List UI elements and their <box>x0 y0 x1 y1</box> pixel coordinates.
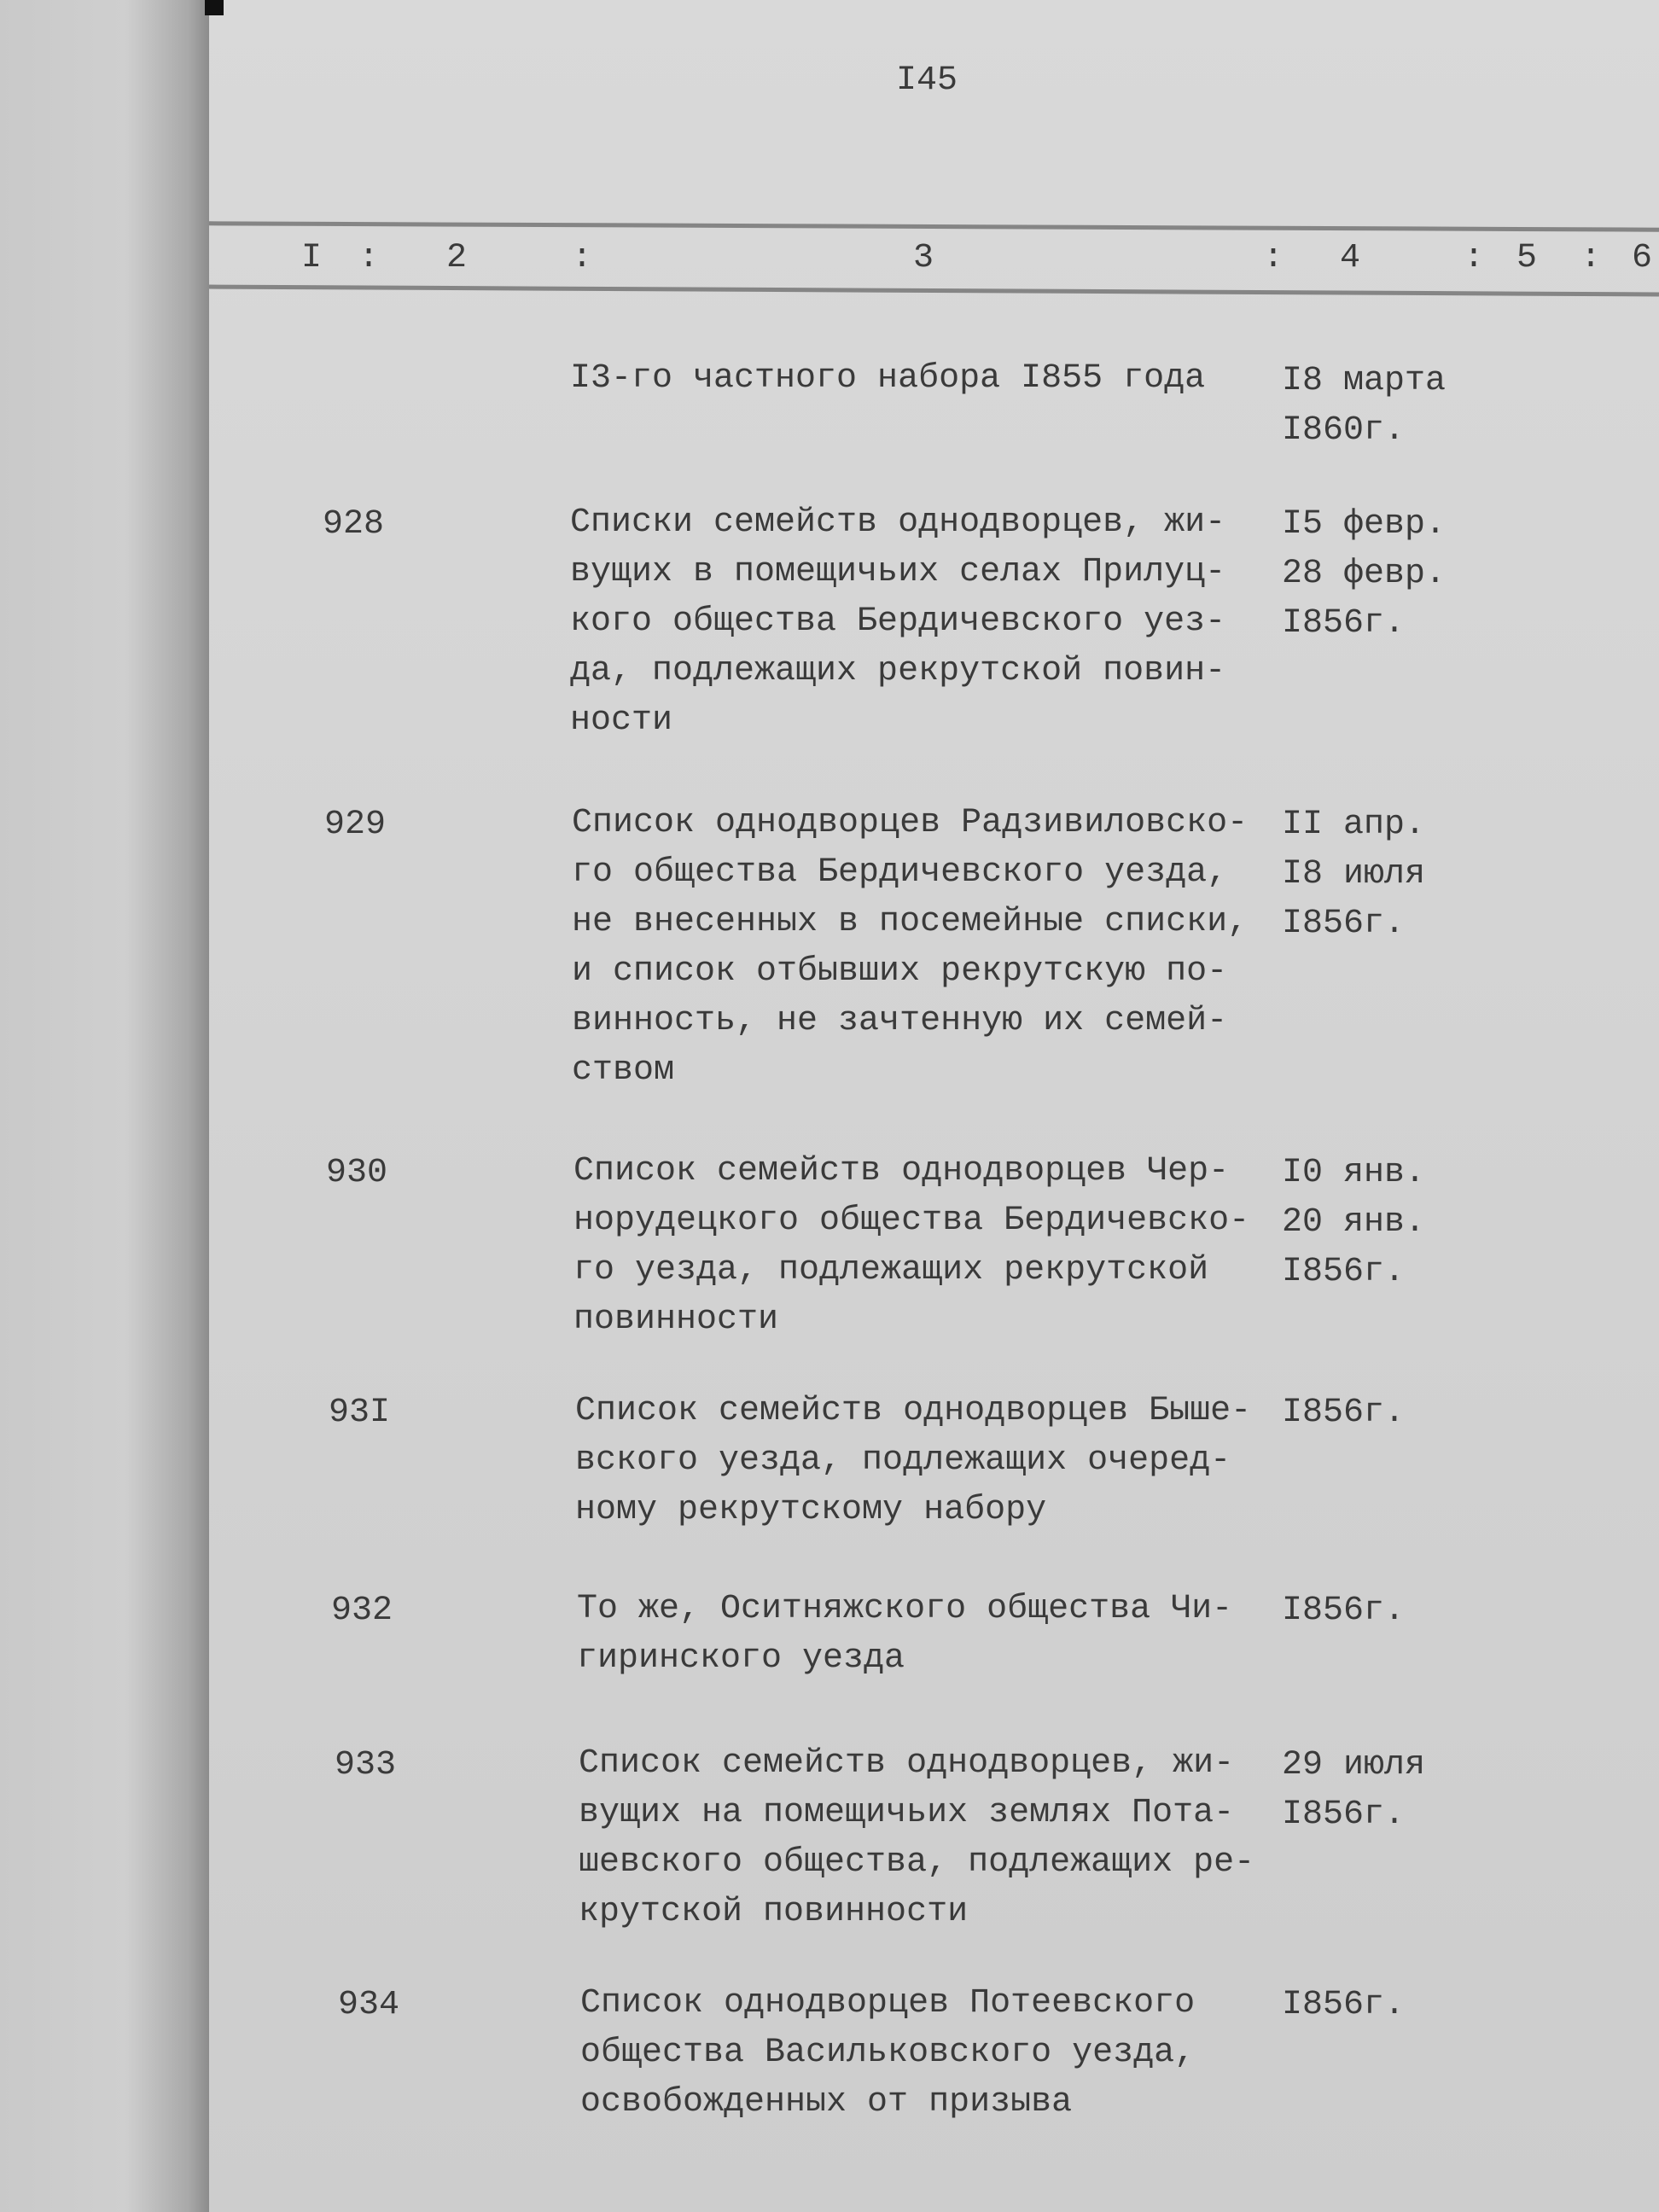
entry-number: 930 <box>326 1154 388 1192</box>
page-number: I45 <box>896 61 958 100</box>
date-line: I856г. <box>1282 1592 1406 1630</box>
description-line: крутской повинности <box>579 1893 969 1931</box>
description-line: освобожденных от призыва <box>580 2083 1073 2122</box>
description-line: Список однодворцев Потеевского <box>580 1984 1196 2023</box>
entry-number: 928 <box>323 505 385 544</box>
description-line: винность, не зачтенную их семей- <box>572 1002 1228 1040</box>
entry-description <box>575 1387 1251 1535</box>
entry-description <box>579 1739 1254 1937</box>
date-line: I8 июля <box>1282 855 1426 894</box>
entry-dates <box>1282 1586 1405 1636</box>
date-line: I856г. <box>1282 1253 1406 1291</box>
entry-number: 932 <box>331 1592 393 1630</box>
entry-dates <box>1282 1388 1405 1438</box>
date-line: I856г. <box>1282 905 1406 943</box>
date-line: 29 июля <box>1282 1746 1426 1784</box>
description-line: не внесенных в посемейные списки, <box>572 903 1249 941</box>
date-line: I8 марта <box>1282 362 1447 400</box>
description-line: норудецкого общества Бердичевско- <box>573 1202 1250 1240</box>
description-line: повинности <box>573 1301 779 1339</box>
entry-dates <box>1282 1741 1425 1840</box>
entry-description <box>572 799 1248 1096</box>
date-line: 28 февр. <box>1282 555 1447 593</box>
date-line: I856г. <box>1282 604 1406 643</box>
description-line: Списки семейств однодворцев, жи- <box>570 504 1226 542</box>
date-line: I0 янв. <box>1282 1154 1426 1192</box>
description-line: кого общества Бердичевского уез- <box>570 602 1226 641</box>
col-header-5: 5 <box>1516 239 1538 277</box>
description-line: го уезда, подлежащих рекрутской <box>573 1251 1209 1289</box>
date-line: 20 янв. <box>1282 1203 1426 1242</box>
col-header-6: 6 <box>1632 239 1653 277</box>
col-sep: : <box>358 239 380 277</box>
col-sep: : <box>572 239 593 277</box>
entry-description <box>577 1585 1232 1684</box>
col-sep: : <box>1580 239 1602 277</box>
entry-dates <box>1282 1149 1425 1297</box>
entry-dates <box>1282 500 1446 649</box>
description-line: вущих на помещичьих землях Пота- <box>579 1794 1235 1832</box>
description-line: Список однодворцев Радзивиловско- <box>572 804 1249 842</box>
entry-description <box>580 1979 1195 2128</box>
description-line: го общества Бердичевского уезда, <box>572 853 1228 892</box>
col-header-1: I <box>301 239 323 277</box>
col-sep: : <box>1263 239 1284 277</box>
col-header-2: 2 <box>446 239 468 277</box>
description-line: Список семейств однодворцев, жи- <box>579 1744 1235 1783</box>
date-line: I860г. <box>1282 411 1406 450</box>
description-line: I3-го частного набора I855 года <box>570 359 1206 398</box>
date-line: I856г. <box>1282 1986 1406 2024</box>
entry-description <box>573 1147 1249 1345</box>
description-line: вского уезда, подлежащих очеред- <box>575 1441 1231 1480</box>
entry-description <box>570 498 1225 746</box>
entry-number: 933 <box>335 1746 397 1784</box>
date-line: I5 февр. <box>1282 505 1447 544</box>
description-line: ному рекрутскому набору <box>575 1491 1047 1529</box>
description-line: ством <box>572 1051 675 1090</box>
entry-description <box>570 354 1205 404</box>
description-line: Список семейств однодворцев Быше- <box>575 1392 1252 1430</box>
entry-number: 929 <box>324 806 387 844</box>
entry-dates <box>1282 800 1425 949</box>
col-header-3: 3 <box>913 239 934 277</box>
description-line: и список отбывших рекрутскую по- <box>572 952 1228 991</box>
description-line: То же, Оситняжского общества Чи- <box>577 1590 1233 1628</box>
description-line: гиринского уезда <box>577 1639 905 1678</box>
date-line: II апр. <box>1282 806 1426 844</box>
description-line: шевского общества, подлежащих ре- <box>579 1843 1255 1882</box>
description-line: ности <box>570 701 673 740</box>
date-line: I856г. <box>1282 1394 1406 1432</box>
description-line: Список семейств однодворцев Чер- <box>573 1152 1230 1190</box>
entry-dates <box>1282 357 1446 456</box>
description-line: общества Васильковского уезда, <box>580 2034 1196 2072</box>
underlying-page <box>0 0 209 2212</box>
entry-dates <box>1282 1981 1405 2030</box>
entry-number: 934 <box>338 1986 400 2024</box>
entry-number: 93I <box>329 1394 391 1432</box>
description-line: да, подлежащих рекрутской повин- <box>570 652 1226 690</box>
col-sep: : <box>1464 239 1485 277</box>
date-line: I856г. <box>1282 1796 1406 1834</box>
corner-mark <box>205 0 224 15</box>
col-header-4: 4 <box>1340 239 1361 277</box>
description-line: вущих в помещичьих селах Прилуц- <box>570 553 1226 591</box>
